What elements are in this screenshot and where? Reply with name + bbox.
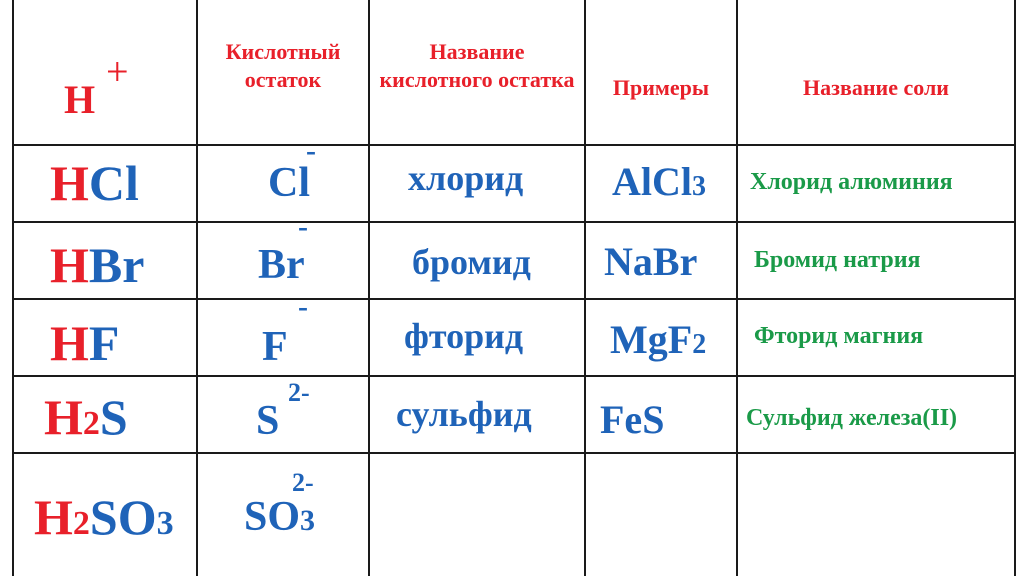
residue-charge: - — [306, 134, 316, 167]
salt-formula — [610, 317, 707, 362]
acid-formula — [44, 389, 128, 445]
salt-formula — [600, 397, 665, 442]
acid-formula — [50, 237, 145, 293]
grid-line — [12, 144, 1016, 146]
header-salt-name: Название соли — [803, 75, 949, 100]
salt-name: Сульфид железа(II) — [746, 405, 958, 431]
acid-rest: Cl — [88, 155, 139, 211]
acid-rest: SO — [89, 489, 157, 545]
acid-formula — [34, 489, 174, 545]
residue-name: сульфид — [396, 394, 532, 434]
acid-rest: F — [88, 315, 120, 371]
residue-charge: 2- — [292, 468, 314, 497]
grid-line — [196, 0, 198, 576]
header-hplus-letter: H — [64, 77, 96, 122]
residue-ion-subscript: 3 — [300, 504, 316, 537]
acid-hydrogen: H — [44, 389, 83, 445]
header-hplus-sign: + — [106, 49, 129, 94]
header-examples: Примеры — [612, 75, 710, 100]
grid-line — [584, 0, 586, 576]
acid-hydrogen-subscript: 2 — [72, 505, 90, 542]
residue-ion-symbol: SO — [244, 494, 301, 540]
salt-name: Фторид магния — [754, 323, 924, 349]
residue-charge: - — [298, 210, 308, 243]
acid-rest: S — [99, 389, 128, 445]
salt-subscript: 2 — [692, 329, 707, 360]
residue-charge: - — [298, 290, 308, 323]
acid-hydrogen: H — [34, 489, 73, 545]
grid-line — [736, 0, 738, 576]
salt-main: NaBr — [604, 239, 698, 284]
header-residue: Кислотный остаток — [225, 39, 341, 92]
residue-name: бромид — [412, 242, 531, 282]
salt-formula — [612, 159, 706, 204]
grid-line — [12, 298, 1016, 300]
salt-main: FeS — [600, 397, 665, 442]
salt-name: Хлорид алюминия — [750, 169, 953, 195]
grid-line — [1014, 0, 1016, 576]
residue-ion: F — [262, 324, 288, 370]
residue-charge: 2- — [288, 378, 310, 407]
residue-ion: S — [256, 398, 280, 444]
acid-formula — [50, 155, 139, 211]
salt-subscript: 3 — [692, 171, 706, 202]
grid-line — [12, 221, 1016, 223]
grid-line — [12, 375, 1016, 377]
residue-ion: Br — [258, 242, 305, 288]
grid-line — [12, 0, 14, 576]
salt-name: Бромид натрия — [754, 247, 921, 273]
grid-line — [12, 452, 1016, 454]
acid-hydrogen: H — [50, 155, 89, 211]
salt-formula — [604, 239, 698, 284]
residue-name: хлорид — [408, 158, 524, 198]
acid-hydrogen: H — [50, 315, 89, 371]
salt-main: AlCl — [612, 159, 692, 204]
salt-main: MgF — [610, 317, 693, 362]
acid-rest: Br — [88, 237, 145, 293]
header-residue-name: Название кислотного остатка — [379, 39, 575, 92]
residue-name: фторид — [404, 316, 524, 356]
residue-ion: Cl — [268, 160, 310, 206]
acid-hydrogen-subscript: 2 — [82, 405, 100, 442]
acid-formula — [50, 315, 120, 371]
grid-line — [368, 0, 370, 576]
acid-rest-subscript: 3 — [156, 505, 174, 542]
residue-ion — [244, 496, 315, 538]
acid-hydrogen: H — [50, 237, 89, 293]
